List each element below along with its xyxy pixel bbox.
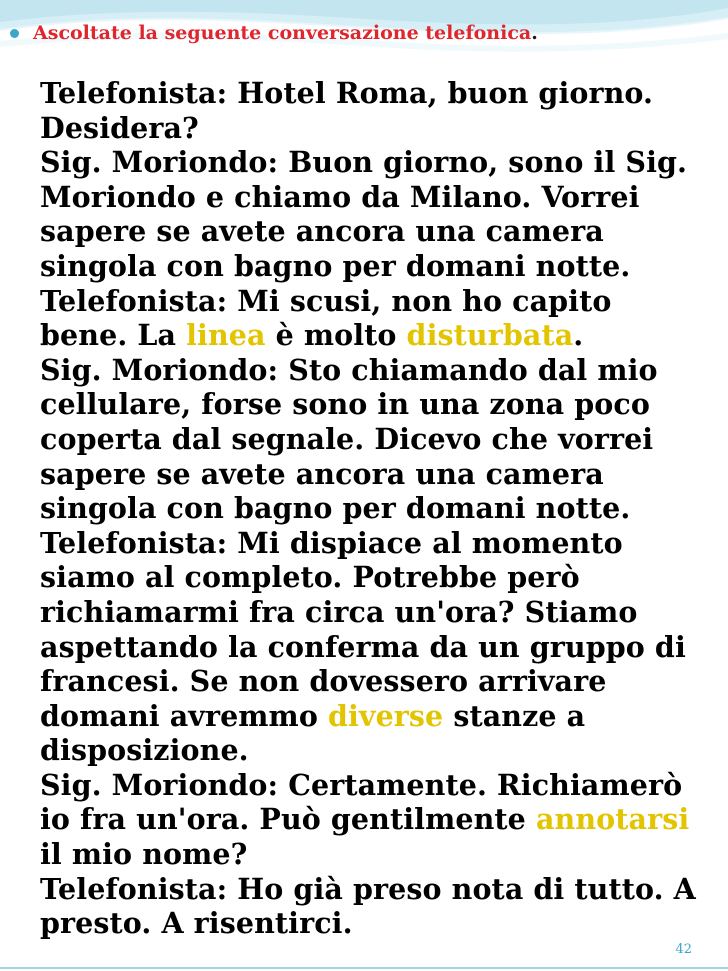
dialogue-text-segment: Moriondo e chiamo da Milano. Vorrei	[40, 179, 640, 214]
dialogue-line	[40, 457, 722, 492]
dialogue-line	[40, 768, 722, 803]
instruction-end: .	[531, 22, 538, 44]
dialogue-text-segment: Telefonista: Mi scusi, non ho capito	[40, 283, 612, 318]
dialogue-line	[40, 145, 722, 180]
instruction-heading	[8, 22, 718, 44]
dialogue-text-segment: disposizione.	[40, 733, 249, 768]
dialogue-line	[40, 491, 722, 526]
dialogue-text-segment: è molto	[265, 318, 407, 353]
dialogue-line	[40, 422, 722, 457]
highlighted-word: annotarsi	[535, 802, 690, 837]
dialogue-line	[40, 111, 722, 146]
dialogue-text-segment: coperta dal segnale. Dicevo che vorrei	[40, 421, 654, 456]
dialogue-line	[40, 699, 722, 734]
dialogue-text-segment: sapere se avete ancora una camera	[40, 214, 604, 249]
dialogue-text-segment: singola con bagno per domani notte.	[40, 491, 631, 526]
highlighted-word: linea	[186, 318, 266, 353]
dialogue-line	[40, 318, 722, 353]
dialogue-text-segment: bene. La	[40, 318, 187, 353]
page-number: 42	[675, 942, 692, 957]
dialogue-text-segment: singola con bagno per domani notte.	[40, 248, 631, 283]
dialogue-line	[40, 837, 722, 872]
dialogue-text-segment: il mio nome?	[40, 837, 248, 872]
dialogue-text-segment: Telefonista: Hotel Roma, buon giorno.	[40, 76, 654, 110]
instruction-text: Ascoltate la seguente conversazione telefonica	[33, 22, 532, 44]
dialogue-text-segment: sapere se avete ancora una camera	[40, 456, 604, 491]
dialogue-text-segment: io fra un'ora. Può gentilmente	[40, 802, 536, 837]
dialogue-line	[40, 180, 722, 215]
dialogue-text-segment: Sig. Moriondo: Sto chiamando dal mio	[40, 352, 658, 387]
dialogue-line	[40, 249, 722, 284]
dialogue-text-segment: .	[573, 318, 584, 353]
dialogue-text-segment: francesi. Se non dovessero arrivare	[40, 664, 607, 699]
dialogue-text-segment: domani avremmo	[40, 698, 328, 733]
dialogue-text-segment: Desidera?	[40, 110, 199, 145]
dialogue-text-segment: siamo al completo. Potrebbe però	[40, 560, 580, 595]
circle-bullet-icon	[10, 29, 19, 38]
dialogue-text-segment: Telefonista: Mi dispiace al momento	[40, 525, 623, 560]
dialogue-line	[40, 353, 722, 388]
dialogue-text-segment: richiamarmi fra circa un'ora? Stiamo	[40, 594, 638, 629]
dialogue-text-segment: presto. A risentirci.	[40, 906, 353, 941]
dialogue-line	[40, 387, 722, 422]
dialogue-line	[40, 214, 722, 249]
highlighted-word: diverse	[327, 698, 444, 733]
dialogue-line	[40, 76, 722, 111]
dialogue-line	[40, 560, 722, 595]
dialogue-text-segment: cellulare, forse sono in una zona poco	[40, 387, 650, 422]
dialogue-line	[40, 872, 722, 907]
dialogue-line	[40, 906, 722, 941]
dialogue-line	[40, 630, 722, 665]
dialogue-line	[40, 733, 722, 768]
bottom-divider	[0, 967, 728, 969]
dialogue-text-segment: Telefonista: Ho già preso nota di tutto. A	[40, 871, 696, 906]
dialogue-line	[40, 802, 722, 837]
dialogue-text-segment: Sig. Moriondo: Buon giorno, sono il Sig.	[40, 145, 688, 180]
dialogue-text-segment: stanze a	[443, 698, 586, 733]
dialogue-line	[40, 526, 722, 561]
dialogue-line	[40, 595, 722, 630]
dialogue-line	[40, 664, 722, 699]
dialogue-text-segment: Sig. Moriondo: Certamente. Richiamerò	[40, 767, 683, 802]
dialogue-text-segment: aspettando la conferma da un gruppo di	[40, 629, 686, 664]
highlighted-word: disturbata	[406, 318, 574, 353]
dialogue-text	[40, 76, 722, 941]
dialogue-line	[40, 284, 722, 319]
